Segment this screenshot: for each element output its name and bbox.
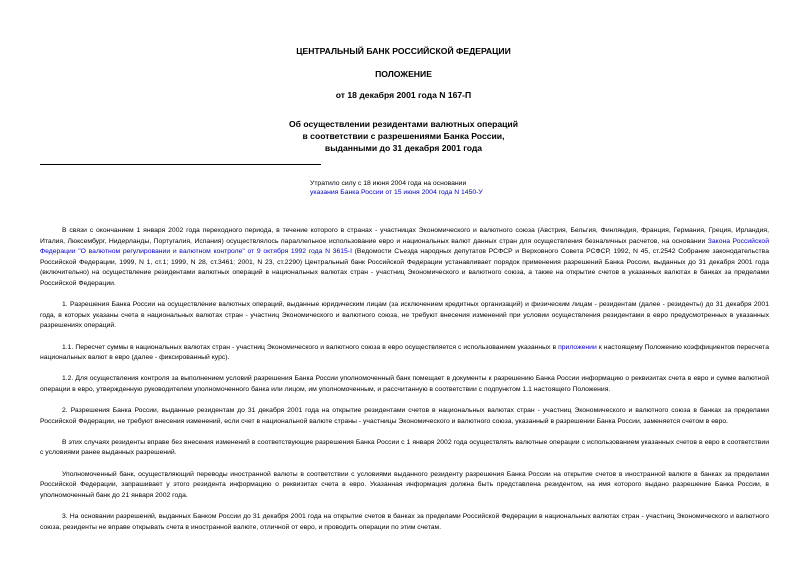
law-link[interactable]: Закона Российской Федерации "О валютном регулировании и валютном контроле" от 9 октября 1992 года N 3615-I: [40, 237, 769, 256]
appendix-link[interactable]: приложении: [558, 343, 597, 351]
paragraph-text: 1.1. Пересчет суммы в национальных валютах стран - участниц Экономического и валютного союза в евро осуществляется с использованием указанных в: [62, 343, 559, 351]
paragraph-text: (Ведомости Съезда народных депутатов РСФСР и Верховного Совета РСФСР, 1992, N 45, ст.2542 Собрание законодательства Российской Федерации, 1999, N 1, ст.1; 1999, N 28, ст.3461; 2001, N 23, ст.2290) Центральный банк Российской Федерации устанавливает порядок применения разрешений Банка России, выданных до 31 декабря 2001 года (включительно) на осуществление резидентами валютных операций в национальных валютах стран - участниц Экономического и валютного союза, а также на открытие счетов в указанных валютах в банках за пределами Российской Федерации.: [40, 248, 769, 287]
paragraph-text: В связи с окончанием 1 января 2002 года переходного периода, в течение которого в странах - участницах Экономического и валютного союза (Австрия, Бельгия, Финляндия, Франция, Германия, Греция, Ирландия, Италия, Люксембург, Нидерланды, Португалия, Испания) осуществлялось параллельное использование евро и национальных валют данных стран для осуществления безналичных расчетов, на основании: [40, 227, 769, 245]
title-line: Об осуществлении резидентами валютных операций: [289, 119, 518, 129]
repeal-note: [310, 179, 483, 197]
paragraph-text: к настоящему Положению коэффициентов пересчета национальных валют в евро (далее - фиксированный курс).: [40, 343, 769, 362]
paragraph-2: 2. Разрешения Банка России, выданные резидентам до 31 декабря 2001 года на открытие резидентами счетов в национальных валютах стран - участниц Экономического и валютного союза в банках за пределами Российской Федерации, не требуют внесения изменений, если счет в национальной валюте страны - участницы Экономического и валютного союза, указанный в разрешении Банка России, заменяется счетом в евро.: [40, 407, 769, 425]
paragraph-1-1: [40, 343, 769, 364]
title-line: в соответствии с разрешениями Банка России,: [302, 131, 505, 141]
paragraph-1-2: 1.2. Для осуществления контроля за выполнением условий разрешения Банка России уполномоченный банк помещает в документы к разрешению Банка России информацию о реквизитах счета в евро и сумме валютной операции в евро, утвержденную руководителем уполномоченного банка или лицом, им уполномоченным, и рассчитанную в соответствии с подпунктом 1.1 настоящего Положения.: [40, 375, 769, 393]
paragraph-1: 1. Разрешения Банка России на осуществление валютных операций, выданные юридическим лицам (за исключением кредитных организаций) и физическим лицам - резидентам (далее - резиденты) до 31 декабря 2001 года, в которых указаны счета в национальных валютах стран - участниц Экономического и валютного союза, не требуют внесения изменений при условии осуществления резидентами в евро предусмотренных в указанных разрешениях операций.: [40, 301, 769, 330]
separator-rule: [40, 164, 321, 165]
repeal-text: Утратило силу с 18 июня 2004 года на основании: [310, 180, 467, 187]
title-line: выданными до 31 декабря 2001 года: [324, 143, 483, 153]
repeal-link[interactable]: указания Банка России от 15 июня 2004 года N 1450-У: [310, 189, 483, 196]
paragraph-3: 3. На основании разрешений, выданных Банком России до 31 декабря 2001 года на открытие счетов в банках за пределами Российской Федерации в национальных валютах стран - участниц Экономического и валютного союза, резиденты не вправе открывать счета в иностранной валюте, отличной от евро, и проводить операции по этим счетам.: [40, 513, 769, 531]
document-body: [40, 226, 769, 544]
document-title: [0, 118, 807, 154]
document-date: от 18 декабря 2001 года N 167-П: [335, 90, 472, 100]
paragraph-intro: [40, 226, 769, 290]
issuer-heading: ЦЕНТРАЛЬНЫЙ БАНК РОССИЙСКОЙ ФЕДЕРАЦИИ: [296, 46, 511, 56]
paragraph-2-bank: Уполномоченный банк, осуществляющий переводы иностранной валюты в соответствии с условиями выданного резиденту разрешения Банка России на открытие счетов в иностранной валюте в банках за пределами Российской Федерации, запрашивает у этого резидента информацию о реквизитах счета в евро. Указанная информация должна быть представлена резидентом, на имя которого выдано разрешение Банка России, в уполномоченный банк до 21 января 2002 года.: [40, 470, 769, 499]
document-type: ПОЛОЖЕНИЕ: [375, 69, 432, 79]
paragraph-2-cont: В этих случаях резиденты вправе без внесения изменений в соответствующие разрешения Банка России с 1 января 2002 года осуществлять валютные операции с использованием указанных счетов в евро в соответствии с условиями ранее выданных разрешений.: [40, 438, 769, 457]
